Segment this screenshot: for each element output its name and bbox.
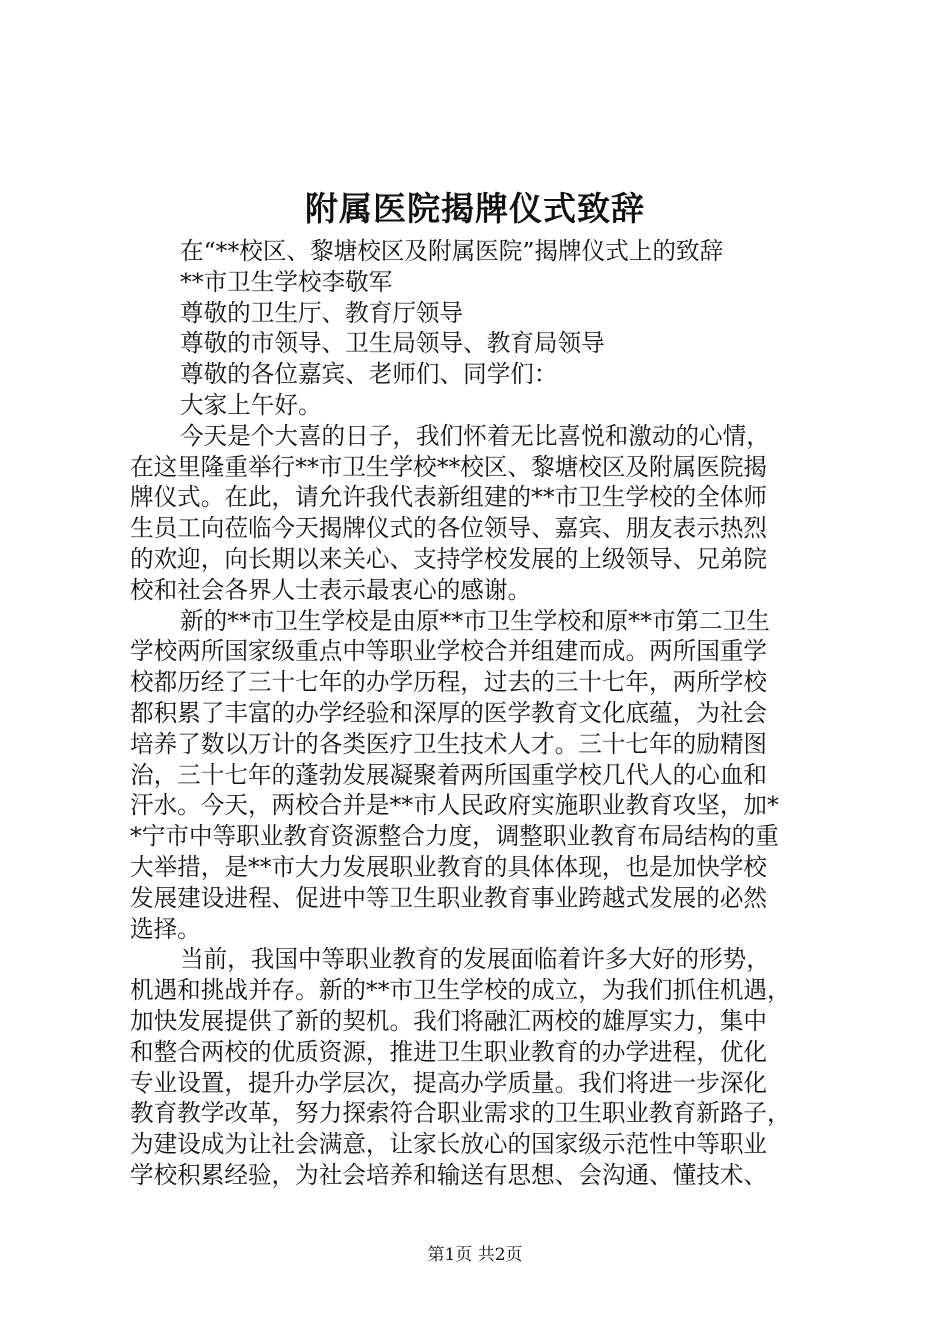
header-line: 在“**校区、黎塘校区及附属医院”揭牌仪式上的致辞	[180, 237, 724, 265]
paragraph-line: 今天是个大喜的日子，我们怀着无比喜悦和激动的心情，	[180, 421, 770, 450]
document-body	[130, 236, 835, 1191]
paragraph-line: 培养了数以万计的各类医疗卫生技术人才。三十七年的励精图	[130, 729, 768, 758]
paragraph-line: 为建设成为让社会满意，让家长放心的国家级示范性中等职业	[130, 1130, 768, 1159]
paragraph-line: 校都历经了三十七年的办学历程，过去的三十七年，两所学校	[130, 668, 768, 697]
paragraph-line: 教育教学改革，努力探索符合职业需求的卫生职业教育新路子，	[130, 1099, 791, 1128]
paragraph-line: 专业设置，提升办学层次，提高办学质量。我们将进一步深化	[130, 1068, 768, 1097]
paragraph-line: 当前，我国中等职业教育的发展面临着许多大好的形势，	[180, 945, 770, 974]
paragraph-line: 发展建设进程、促进中等卫生职业教育事业跨越式发展的必然	[130, 883, 768, 912]
paragraph-line: 选择。	[130, 914, 201, 943]
paragraph-line: 牌仪式。在此，请允许我代表新组建的**市卫生学校的全体师	[130, 483, 768, 512]
page-footer: 第1页 共2页	[427, 1245, 523, 1265]
paragraph-line: 的欢迎，向长期以来关心、支持学校发展的上级领导、兄弟院	[130, 544, 768, 573]
paragraph-line: 都积累了丰富的办学经验和深厚的医学教育文化底蕴，为社会	[130, 698, 768, 727]
paragraph-line: 大举措，是**市大力发展职业教育的具体体现，也是加快学校	[130, 852, 768, 881]
header-line: 大家上午好。	[180, 390, 322, 419]
paragraph-line: 和整合两校的优质资源，推进卫生职业教育的办学进程，优化	[130, 1037, 768, 1066]
paragraph-line: 机遇和挑战并存。新的**市卫生学校的成立，为我们抓住机遇，	[130, 976, 791, 1005]
header-line: 尊敬的各位嘉宾、老师们、同学们：	[180, 360, 558, 389]
header-line: **市卫生学校李敬军	[180, 267, 393, 296]
paragraph-line: 新的**市卫生学校是由原**市卫生学校和原**市第二卫生	[180, 606, 770, 635]
paragraph-line: 校和社会各界人士表示最衷心的感谢。	[130, 575, 532, 604]
paragraph-line: 加快发展提供了新的契机。我们将融汇两校的雄厚实力，集中	[130, 1006, 768, 1035]
paragraph-line: 在这里隆重举行**市卫生学校**校区、黎塘校区及附属医院揭	[130, 452, 768, 481]
paragraph-line: 治，三十七年的蓬勃发展凝聚着两所国重学校几代人的心血和	[130, 760, 768, 789]
header-line: 尊敬的市领导、卫生局领导、教育局领导	[180, 329, 605, 358]
header-line: 尊敬的卫生厅、教育厅领导	[180, 298, 464, 327]
paragraph-line: 学校两所国家级重点中等职业学校合并组建而成。两所国重学	[130, 637, 768, 666]
paragraph-line: 生员工向莅临今天揭牌仪式的各位领导、嘉宾、朋友表示热烈	[130, 514, 768, 543]
paragraph-line: *宁市中等职业教育资源整合力度，调整职业教育布局结构的重	[130, 822, 779, 851]
paragraph-line: 学校积累经验，为社会培养和输送有思想、会沟通、懂技术、	[130, 1160, 768, 1189]
paragraph-line: 汗水。今天，两校合并是**市人民政府实施职业教育攻坚，加*	[130, 791, 779, 820]
document-title: 附属医院揭牌仪式致辞	[305, 189, 645, 228]
